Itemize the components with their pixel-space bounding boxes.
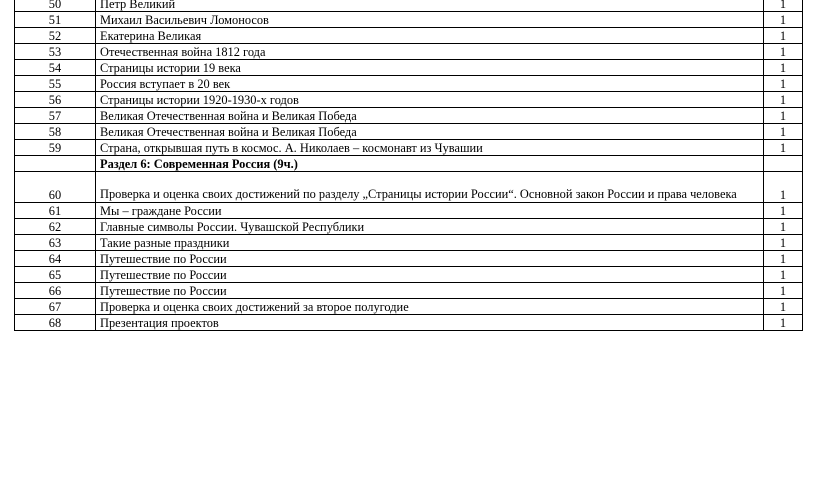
lesson-hours: 1 xyxy=(764,44,803,60)
lesson-number: 55 xyxy=(15,76,96,92)
lesson-topic: Путешествие по России xyxy=(96,267,764,283)
lesson-number: 59 xyxy=(15,140,96,156)
table-row xyxy=(15,140,803,156)
table-row xyxy=(15,251,803,267)
table-row xyxy=(15,267,803,283)
lesson-hours: 1 xyxy=(764,172,803,203)
lesson-topic: Проверка и оценка своих достижений за второе полугодие xyxy=(96,299,764,315)
lesson-hours: 1 xyxy=(764,315,803,331)
lesson-hours: 1 xyxy=(764,251,803,267)
lesson-hours: 1 xyxy=(764,60,803,76)
lesson-number: 62 xyxy=(15,219,96,235)
lesson-number: 52 xyxy=(15,28,96,44)
lesson-topic: Проверка и оценка своих достижений по разделу „Страницы истории России“. Основной закон России и права человека xyxy=(96,172,764,203)
lesson-topic: Страна, открывшая путь в космос. А. Николаев – космонавт из Чувашии xyxy=(96,140,764,156)
lesson-hours: 1 xyxy=(764,124,803,140)
lesson-topic: Петр Великий xyxy=(96,0,764,12)
lesson-topic: Великая Отечественная война и Великая Победа xyxy=(96,124,764,140)
lesson-number: 54 xyxy=(15,60,96,76)
table-row xyxy=(15,60,803,76)
lesson-number: 64 xyxy=(15,251,96,267)
table-row xyxy=(15,315,803,331)
table-row xyxy=(15,124,803,140)
lesson-hours: 1 xyxy=(764,283,803,299)
table-row xyxy=(15,0,803,12)
section-header-row xyxy=(15,156,803,172)
lesson-topic: Страницы истории 19 века xyxy=(96,60,764,76)
lesson-number: 58 xyxy=(15,124,96,140)
lesson-hours: 1 xyxy=(764,12,803,28)
lesson-topic: Путешествие по России xyxy=(96,251,764,267)
lesson-topic: Презентация проектов xyxy=(96,315,764,331)
section-hours xyxy=(764,156,803,172)
table-row xyxy=(15,172,803,203)
lesson-hours: 1 xyxy=(764,28,803,44)
lesson-topic: Екатерина Великая xyxy=(96,28,764,44)
table-row xyxy=(15,219,803,235)
table-row xyxy=(15,283,803,299)
lesson-number: 50 xyxy=(15,0,96,12)
lesson-number: 51 xyxy=(15,12,96,28)
lesson-hours: 1 xyxy=(764,108,803,124)
table-row xyxy=(15,203,803,219)
lesson-hours: 1 xyxy=(764,219,803,235)
lesson-hours: 1 xyxy=(764,92,803,108)
section-number xyxy=(15,156,96,172)
lesson-hours: 1 xyxy=(764,76,803,92)
lesson-number: 61 xyxy=(15,203,96,219)
table-row xyxy=(15,76,803,92)
lesson-number: 67 xyxy=(15,299,96,315)
table-row xyxy=(15,28,803,44)
lesson-hours: 1 xyxy=(764,0,803,12)
lesson-topic: Страницы истории 1920-1930-х годов xyxy=(96,92,764,108)
lesson-topic: Путешествие по России xyxy=(96,283,764,299)
lesson-topic: Мы – граждане России xyxy=(96,203,764,219)
lesson-topic: Великая Отечественная война и Великая Победа xyxy=(96,108,764,124)
lesson-number: 56 xyxy=(15,92,96,108)
lesson-number: 57 xyxy=(15,108,96,124)
lesson-hours: 1 xyxy=(764,299,803,315)
lesson-topic: Россия вступает в 20 век xyxy=(96,76,764,92)
lesson-number: 66 xyxy=(15,283,96,299)
lesson-number: 65 xyxy=(15,267,96,283)
table-row xyxy=(15,92,803,108)
section-title: Раздел 6: Современная Россия (9ч.) xyxy=(96,156,764,172)
lesson-number: 63 xyxy=(15,235,96,251)
lesson-plan-table xyxy=(14,0,803,331)
lesson-hours: 1 xyxy=(764,235,803,251)
lesson-hours: 1 xyxy=(764,203,803,219)
table-row xyxy=(15,12,803,28)
table-row xyxy=(15,235,803,251)
table-row xyxy=(15,299,803,315)
lesson-topic: Отечественная война 1812 года xyxy=(96,44,764,60)
table-row xyxy=(15,108,803,124)
lesson-topic: Михаил Васильевич Ломоносов xyxy=(96,12,764,28)
lesson-number: 53 xyxy=(15,44,96,60)
table-row xyxy=(15,44,803,60)
lesson-topic: Такие разные праздники xyxy=(96,235,764,251)
lesson-number: 60 xyxy=(15,172,96,203)
lesson-hours: 1 xyxy=(764,140,803,156)
lesson-number: 68 xyxy=(15,315,96,331)
lesson-topic: Главные символы России. Чувашской Республики xyxy=(96,219,764,235)
lesson-hours: 1 xyxy=(764,267,803,283)
